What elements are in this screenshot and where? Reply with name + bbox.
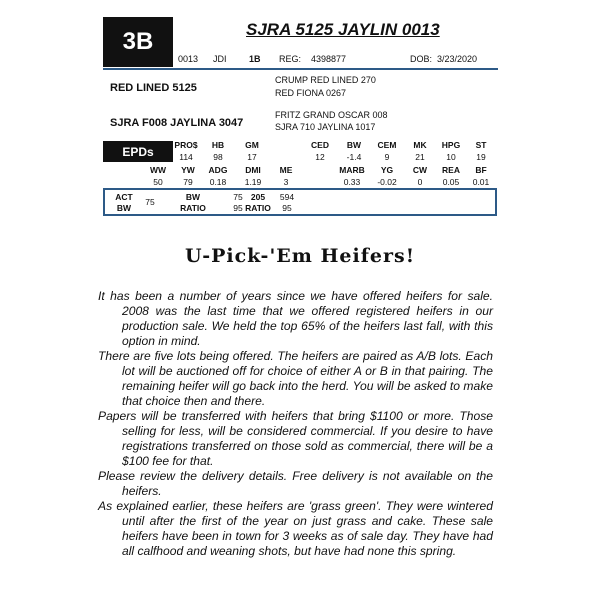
epd-label: ST: [475, 140, 487, 150]
epd-value: 19: [476, 152, 486, 162]
article-paragraph: As explained earlier, these heifers are 'grass green'. They were wintered until after the first of the year on just grass and cake. These sale heifers have been in town for 3 weeks as of sale day. They have had all calfhood and weaning shots, but have had none this spring.: [98, 499, 493, 558]
epd-label: CEM: [377, 140, 397, 150]
epd-value: 0.05: [442, 177, 460, 187]
act-bw-value: 75: [145, 197, 155, 207]
w205-ratio-label: RATIO: [245, 203, 271, 213]
epd-value: -1.4: [346, 152, 362, 162]
epd-label: HB: [211, 140, 225, 150]
epd-label: PRO$: [174, 140, 198, 150]
epd-label: BW: [346, 140, 362, 150]
epd-value: 0.18: [209, 177, 227, 187]
article-body: [98, 289, 493, 559]
epd-value: 98: [213, 152, 223, 162]
article-paragraph: There are five lots being offered. The heifers are paired as A/B lots. Each lot will be auctioned off for choice of either A or B in that pairing. The remaining heifer will go back into the herd. You will be asked to make that choice then and there.: [98, 349, 493, 408]
epd-value: 0: [417, 177, 423, 187]
epd-label: ME: [279, 165, 293, 175]
act-label: ACT: [115, 192, 133, 202]
dob-value: 3/23/2020: [437, 54, 478, 64]
sire-name: RED LINED 5125: [110, 82, 197, 94]
w205-value: 594: [279, 192, 295, 202]
bw-ratio-label: RATIO: [180, 203, 206, 213]
header-divider: [103, 68, 498, 70]
lot-number-badge: 3B: [103, 17, 173, 67]
epds-badge: EPDs: [103, 141, 173, 162]
epd-value: 17: [247, 152, 257, 162]
epd-value: 21: [415, 152, 425, 162]
epd-label: YG: [380, 165, 394, 175]
epd-label: MK: [413, 140, 427, 150]
reg-label: REG:: [279, 54, 302, 64]
epd-value: 0.33: [343, 177, 361, 187]
dam-dam: SJRA 710 JAYLINA 1017: [275, 122, 376, 132]
dam-name: SJRA F008 JAYLINA 3047: [110, 117, 244, 129]
epd-value: 12: [315, 152, 325, 162]
epd-value: 10: [446, 152, 456, 162]
epd-label: ADG: [208, 165, 228, 175]
epd-label: BF: [475, 165, 487, 175]
article-paragraph: It has been a number of years since we have offered heifers for sale. 2008 was the last time that we offered registered heifers in our production sale. We held the top 65% of the heifers last fall, with this option in mind.: [98, 289, 493, 348]
epd-value: 114: [179, 152, 193, 162]
epd-value: 50: [153, 177, 163, 187]
article-paragraph: Please review the delivery details. Free delivery is not available on the heifers.: [98, 469, 493, 498]
epd-label: GM: [245, 140, 259, 150]
actuals-frame: [103, 188, 497, 216]
act-bw-label: BW: [116, 203, 132, 213]
epd-value: 3: [283, 177, 289, 187]
epd-label: WW: [149, 165, 167, 175]
epd-label: HPG: [441, 140, 461, 150]
tag-number: 0013: [178, 54, 199, 64]
article-paragraph: Papers will be transferred with heifers that bring $1100 or more. Those selling for less, will be considered commercial. If you desire to have registrations transferred on those sold as commercial, there will be a $100 fee for that.: [98, 409, 493, 468]
bw-label: BW: [185, 192, 201, 202]
epd-label: DMI: [245, 165, 261, 175]
epd-label: CED: [311, 140, 329, 150]
w205-ratio-value: 95: [282, 203, 292, 213]
epd-value: 79: [183, 177, 193, 187]
epd-value: 0.01: [472, 177, 490, 187]
bw-value: 75: [233, 192, 243, 202]
animal-name: SJRA 5125 JAYLIN 0013: [246, 20, 440, 39]
sire-sire: CRUMP RED LINED 270: [275, 75, 376, 85]
epd-label: CW: [412, 165, 428, 175]
dob-label: DOB:: [410, 54, 433, 64]
epd-label: YW: [181, 165, 195, 175]
article-heading: U-Pick-'Em Heifers!: [184, 245, 416, 267]
sire-dam: RED FIONA 0267: [275, 88, 347, 98]
herd-code: JDI: [213, 54, 227, 64]
epd-label: MARB: [339, 165, 365, 175]
reg-number: 4398877: [311, 54, 347, 64]
lot-code: 1B: [249, 54, 261, 64]
w205-label: 205: [250, 192, 266, 202]
bw-ratio-value: 95: [233, 203, 243, 213]
dam-sire: FRITZ GRAND OSCAR 008: [275, 110, 388, 120]
epd-value: -0.02: [377, 177, 397, 187]
epd-value: 1.19: [244, 177, 262, 187]
epd-label: REA: [442, 165, 460, 175]
epd-value: 9: [384, 152, 390, 162]
